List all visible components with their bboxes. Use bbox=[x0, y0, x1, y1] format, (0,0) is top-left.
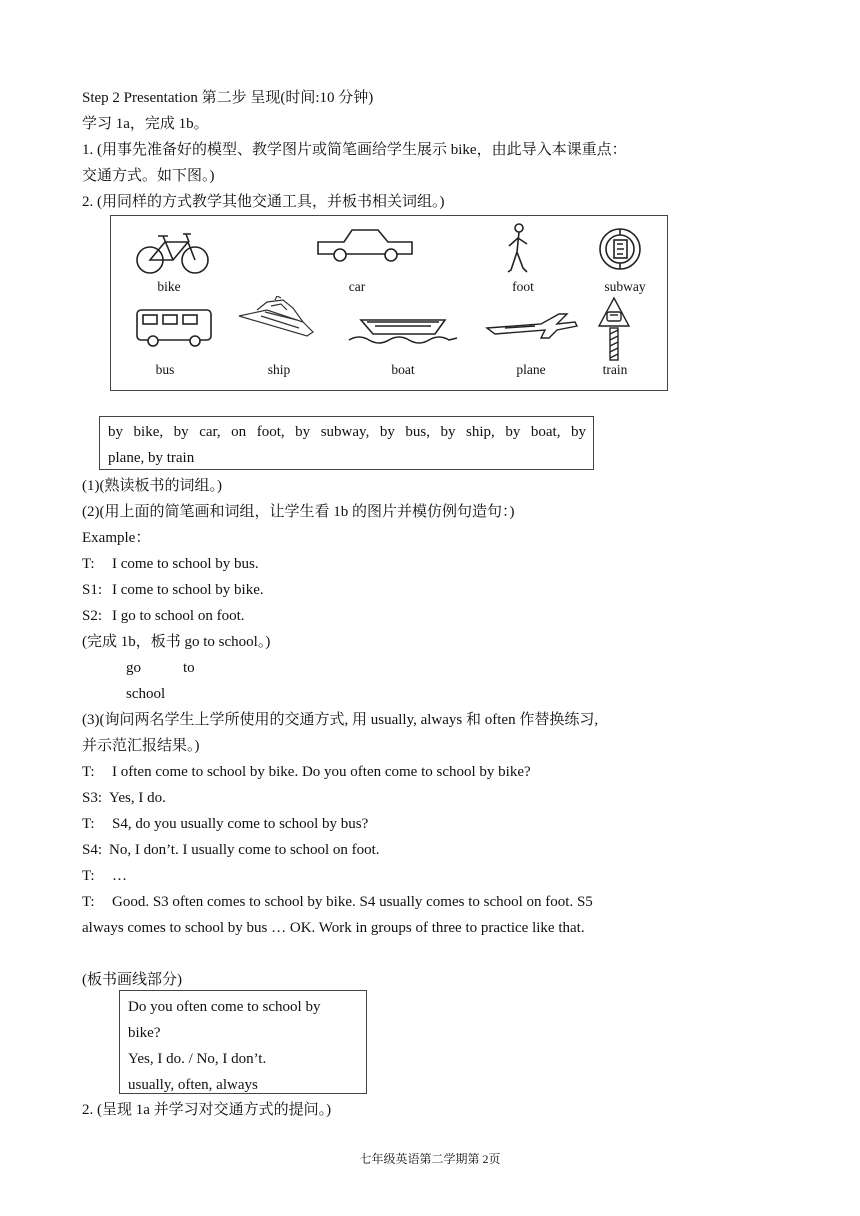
step-heading: Step 2 Presentation 第二步 呈现(时间:10 分钟) bbox=[82, 90, 374, 106]
bus-icon bbox=[135, 308, 213, 350]
boat-icon bbox=[347, 314, 459, 348]
car-icon bbox=[316, 226, 416, 264]
summary-line2: always comes to school by bus … OK. Work in groups of three to practice like that. bbox=[82, 920, 585, 936]
plane-icon bbox=[485, 312, 579, 340]
dialog-line: S2: I go to school on foot. bbox=[82, 608, 245, 624]
item1-line2: 交通方式。如下图。) bbox=[82, 168, 215, 184]
dialog-line: T: I often come to school by bike. Do you often come to school by bike? bbox=[82, 764, 531, 780]
board-go-to: go to bbox=[126, 660, 195, 676]
dialog-line: S4: No, I don’t. I usually come to school on foot. bbox=[82, 842, 380, 858]
sub-item-3-line2: 并示范汇报结果。) bbox=[82, 738, 200, 754]
board-school: school bbox=[126, 686, 166, 702]
label-car: car bbox=[348, 279, 366, 294]
sub-item-2: (2)(用上面的简笔画和词组，让学生看 1b 的图片并模仿例句造句：) bbox=[82, 504, 515, 520]
sub-item-1: (1)(熟读板书的词组。) bbox=[82, 478, 222, 494]
phrase-box bbox=[99, 416, 594, 470]
example-label: Example： bbox=[82, 530, 151, 546]
speaker: T: bbox=[82, 816, 95, 832]
speaker: T: bbox=[82, 868, 95, 884]
label-bike: bike bbox=[157, 279, 181, 294]
speaker: S1: bbox=[82, 582, 103, 598]
train-sign-icon bbox=[597, 296, 631, 362]
speaker: S2: bbox=[82, 608, 103, 624]
summary-line1: T: Good. S3 often comes to school by bike. S4 usually comes to school on foot. S5 bbox=[82, 894, 593, 910]
subway-logo-icon bbox=[597, 226, 643, 272]
board-underline-label: (板书画线部分) bbox=[82, 972, 182, 988]
sub-item-3-line1: (3)(询问两名学生上学所使用的交通方式, 用 usually, always 和 often 作替换练习, bbox=[82, 712, 599, 728]
board-box-line: Do you often come to school by bbox=[128, 999, 321, 1015]
page-footer: 七年级英语第二学期第 2页 bbox=[359, 1152, 501, 1166]
finish-1b-note: (完成 1b，板书 go to school。) bbox=[82, 634, 271, 650]
item2: 2. (用同样的方式教学其他交通工具，并板书相关词组。) bbox=[82, 194, 445, 210]
board-box-line: bike? bbox=[128, 1025, 161, 1041]
vehicles-figure bbox=[110, 215, 668, 391]
label-ship: ship bbox=[267, 362, 291, 377]
item1-line1: 1. (用事先准备好的模型、教学图片或简笔画给学生展示 bike，由此导入本课重点： bbox=[82, 142, 627, 158]
dialog-line: T: … bbox=[82, 868, 127, 884]
speaker: S4: bbox=[82, 842, 103, 858]
dialog-line: S3: Yes, I do. bbox=[82, 790, 166, 806]
label-subway: subway bbox=[604, 279, 646, 294]
walking-person-icon bbox=[503, 222, 533, 276]
speaker: T: bbox=[82, 556, 95, 572]
dialog-line: T: I come to school by bus. bbox=[82, 556, 259, 572]
learn-line: 学习 1a，完成 1b。 bbox=[82, 116, 209, 132]
item2b: 2. (呈现 1a 并学习对交通方式的提问。) bbox=[82, 1102, 332, 1118]
speaker: T: bbox=[82, 764, 95, 780]
dialog-line: S1: I come to school by bike. bbox=[82, 582, 264, 598]
phrase-box-line1: by bike, by car, on foot, by subway, by bus, by ship, by boat, by bbox=[108, 424, 586, 440]
label-train: train bbox=[602, 362, 628, 377]
board-box-line: Yes, I do. / No, I don’t. bbox=[128, 1051, 267, 1067]
label-bus: bus bbox=[155, 362, 175, 377]
label-foot: foot bbox=[512, 279, 534, 294]
dialog-line: T: S4, do you usually come to school by bus? bbox=[82, 816, 369, 832]
board-box-line: usually, often, always bbox=[128, 1077, 258, 1093]
label-plane: plane bbox=[516, 362, 546, 377]
phrase-box-line2: plane, by train bbox=[108, 450, 195, 466]
bike-icon bbox=[133, 230, 213, 276]
speaker: T: bbox=[82, 894, 95, 910]
label-boat: boat bbox=[391, 362, 415, 377]
speaker: S3: bbox=[82, 790, 103, 806]
board-box bbox=[119, 990, 367, 1094]
ship-icon bbox=[237, 296, 315, 342]
